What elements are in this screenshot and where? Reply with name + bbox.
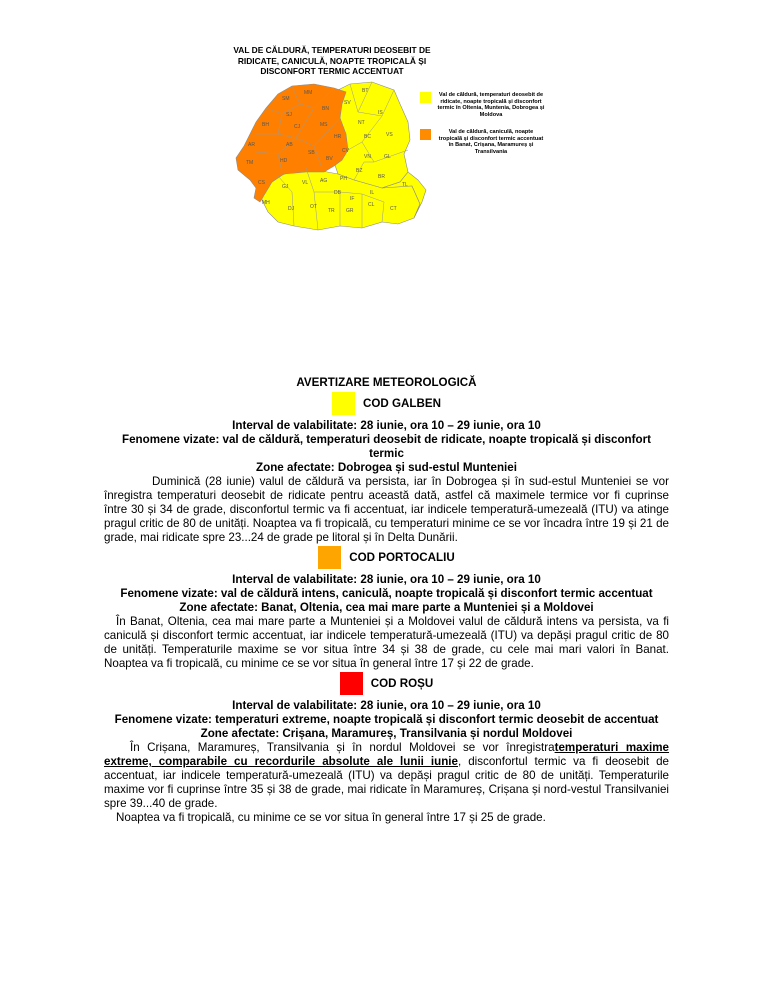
code-red-header bbox=[104, 672, 669, 695]
code-red-text-a: În Crișana, Maramureș, Transilvania și în nordul Moldovei se vor înregistra bbox=[130, 741, 555, 754]
code-yellow-swatch bbox=[332, 392, 355, 415]
warning-document bbox=[104, 376, 669, 825]
svg-text:TM: TM bbox=[246, 160, 254, 166]
svg-text:IF: IF bbox=[350, 196, 355, 202]
svg-text:CS: CS bbox=[258, 180, 265, 186]
code-orange-interval: Interval de valabilitate: 28 iunie, ora 10 – 29 iunie, ora 10 bbox=[232, 573, 541, 586]
warning-map bbox=[222, 42, 567, 272]
legend-line: Val de căldură, caniculă, noapte bbox=[448, 129, 534, 135]
code-yellow-phenomena: Fenomene vizate: val de căldură, temperaturi deosebit de ridicate, noapte tropicală și disconfort termic bbox=[122, 433, 651, 460]
legend-item-yellow bbox=[420, 92, 547, 118]
code-red-interval: Interval de valabilitate: 28 iunie, ora 10 – 29 iunie, ora 10 bbox=[232, 699, 541, 712]
svg-text:BN: BN bbox=[322, 106, 329, 112]
code-orange-label: COD PORTOCALIU bbox=[349, 550, 455, 564]
svg-text:GJ: GJ bbox=[282, 184, 289, 190]
svg-text:TR: TR bbox=[328, 208, 335, 214]
map-title-line: RIDICATE, CANICULĂ, NOAPTE TROPICALĂ ȘI bbox=[237, 55, 427, 66]
romania-map bbox=[222, 42, 567, 272]
map-title-line: DISCONFORT TERMIC ACCENTUAT bbox=[260, 66, 404, 76]
code-orange-zones: Zone afectate: Banat, Oltenia, cea mai mare parte a Munteniei și a Moldovei bbox=[179, 601, 594, 614]
svg-text:CL: CL bbox=[368, 202, 375, 208]
code-orange-phenomena: Fenomene vizate: val de căldură intens, caniculă, noapte tropicală și disconfort termic accentuat bbox=[120, 587, 653, 600]
legend-line: Transilvania bbox=[474, 148, 508, 155]
svg-text:BT: BT bbox=[362, 88, 369, 94]
svg-text:GL: GL bbox=[384, 154, 391, 160]
svg-text:MM: MM bbox=[304, 90, 313, 96]
svg-text:DJ: DJ bbox=[288, 206, 295, 212]
svg-text:VL: VL bbox=[302, 180, 309, 186]
svg-text:BR: BR bbox=[378, 174, 385, 180]
record-temperatures-link[interactable]: temperaturi maxime extreme, comparabile cu recordurile absolute ale lunii iunie bbox=[104, 741, 670, 768]
svg-text:SJ: SJ bbox=[286, 112, 292, 118]
svg-text:SB: SB bbox=[308, 150, 315, 156]
code-red-text-night: Noaptea va fi tropicală, cu minime ce se vor situa în general între 17 și 25 de grade. bbox=[116, 811, 546, 824]
svg-text:CJ: CJ bbox=[294, 124, 301, 130]
svg-text:MH: MH bbox=[262, 200, 270, 206]
svg-text:CT: CT bbox=[390, 206, 397, 212]
svg-text:GR: GR bbox=[346, 208, 354, 214]
svg-text:VN: VN bbox=[364, 154, 371, 160]
svg-text:VS: VS bbox=[386, 132, 393, 138]
legend-label bbox=[435, 92, 547, 118]
svg-text:OT: OT bbox=[310, 204, 317, 210]
svg-text:BZ: BZ bbox=[356, 168, 363, 174]
svg-text:MS: MS bbox=[320, 122, 328, 128]
code-red-label: COD ROȘU bbox=[370, 676, 434, 690]
svg-text:BC: BC bbox=[364, 134, 371, 140]
code-orange-text: În Banat, Oltenia, cea mai mare parte a Munteniei și a Moldovei valul de căldură intens va persista, va fi caniculă și disconfort termic accentuat, iar indicele temperatură-umezeală (ITU) va depăși pragul critic de 80 de unități. Temperaturile maxime se vor situa între 34 și 38 de grade, cu cele mai mari valori în Banat. Noaptea va fi tropicală, cu minime ce se vor situa în general între 17 și 22 de grade. bbox=[104, 615, 669, 670]
svg-text:BV: BV bbox=[326, 156, 333, 162]
svg-text:SV: SV bbox=[344, 100, 351, 106]
code-red-zones: Zone afectate: Crișana, Maramureș, Transilvania și nordul Moldovei bbox=[200, 727, 573, 740]
code-orange-swatch bbox=[318, 546, 341, 569]
map-title-line: VAL DE CĂLDURĂ, TEMPERATURI DEOSEBIT DE bbox=[233, 45, 431, 55]
svg-text:SM: SM bbox=[282, 96, 290, 102]
code-red-phenomena: Fenomene vizate: temperaturi extreme, noapte tropicală și disconfort termic deosebit de accentuat bbox=[114, 713, 659, 726]
legend-line: Moldova bbox=[479, 111, 503, 118]
legend-line: ridicate, noapte tropicală și disconfort bbox=[440, 98, 542, 105]
svg-text:PH: PH bbox=[340, 176, 347, 182]
legend-line: Val de căldură, temperaturi deosebit de bbox=[438, 92, 544, 98]
svg-text:IL: IL bbox=[370, 190, 375, 196]
svg-text:HR: HR bbox=[334, 134, 342, 140]
legend-line: termic în Oltenia, Muntenia, Dobrogea și bbox=[437, 105, 545, 112]
svg-text:BH: BH bbox=[262, 122, 269, 128]
code-yellow-label: COD GALBEN bbox=[363, 396, 441, 410]
code-red-text bbox=[104, 741, 669, 811]
code-yellow-header bbox=[104, 392, 669, 415]
legend-item-orange bbox=[420, 129, 547, 155]
legend-line: în Banat, Crișana, Maramureș și bbox=[448, 142, 534, 149]
svg-text:TL: TL bbox=[402, 182, 408, 188]
svg-text:NT: NT bbox=[358, 120, 365, 126]
code-yellow-text: Duminică (28 iunie) valul de căldură va persista, iar în Dobrogea și în sud-estul Munteniei se vor înregistra temperaturi deosebit de ridicate pentru această dată, astfel că maximele termice vor fi cuprinse între 30 și 34 de grade, disconfortul termic va fi accentuat, iar indicele temperatură-umezeală (ITU) va atinge pragul critic de 80 de unități. Noaptea va fi tropicală, cu temperaturi minime ce se vor încadra între 19 și 21 de grade, mai ridicate spre 23...24 de grade pe litoral și în Delta Dunării. bbox=[104, 475, 669, 544]
svg-text:AB: AB bbox=[286, 142, 293, 148]
svg-text:AG: AG bbox=[320, 178, 328, 184]
legend-label bbox=[435, 129, 547, 155]
legend-swatch-orange bbox=[420, 129, 431, 140]
document-heading: AVERTIZARE METEOROLOGICĂ bbox=[296, 376, 477, 389]
code-red-text-b: , disconfortul termic va fi deosebit de accentuat, iar indicele temperatură-umezeală (ITU) va depăși pragul critic de 80 de unități. Temperaturile maxime vor fi cuprinse între 35 și 38 de grade, mai ridicate în Maramureș, Crișana și nord-vestul Transilvaniei spre 39...40 de grade. bbox=[104, 755, 670, 810]
legend-line: tropicală și disconfort termic accentuat bbox=[438, 135, 544, 142]
svg-text:HD: HD bbox=[280, 158, 288, 164]
code-yellow-interval: Interval de valabilitate: 28 iunie, ora 10 – 29 iunie, ora 10 bbox=[232, 419, 541, 432]
code-orange-header bbox=[104, 546, 669, 569]
code-yellow-zones: Zone afectate: Dobrogea și sud-estul Munteniei bbox=[256, 461, 517, 474]
svg-text:IS: IS bbox=[378, 110, 383, 116]
svg-text:DB: DB bbox=[334, 190, 341, 196]
legend-swatch-yellow bbox=[420, 92, 431, 103]
svg-text:CV: CV bbox=[342, 148, 349, 154]
svg-text:AR: AR bbox=[248, 142, 255, 148]
code-red-swatch bbox=[340, 672, 363, 695]
